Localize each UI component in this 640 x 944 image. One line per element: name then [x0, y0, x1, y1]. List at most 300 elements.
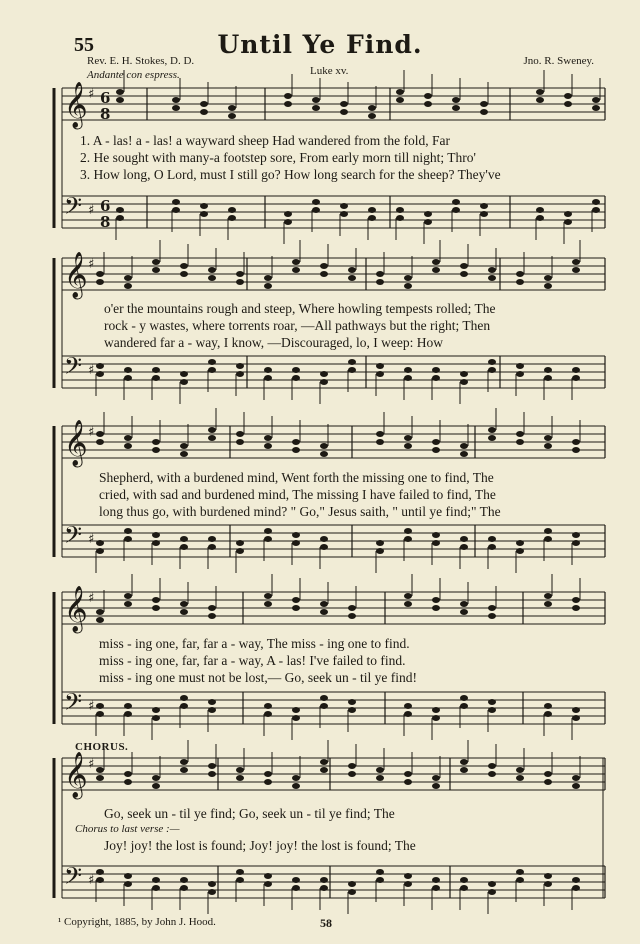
- notehead: [516, 775, 524, 781]
- notehead: [396, 215, 404, 221]
- notehead: [292, 597, 300, 603]
- notehead: [116, 97, 124, 103]
- notehead: [572, 775, 580, 781]
- notehead: [544, 873, 552, 879]
- lyric-line: rock - y wastes, where torrents roar, —All pathways but the right; Then: [104, 318, 491, 333]
- bass-clef: 𝄢: [64, 862, 83, 895]
- notehead: [208, 275, 216, 281]
- key-signature-sharp: ♯: [88, 363, 95, 378]
- notehead: [460, 443, 468, 449]
- notehead: [544, 536, 552, 542]
- notehead: [572, 375, 580, 381]
- notehead: [124, 435, 132, 441]
- lyric-line: Go, seek un - til ye find; Go, seek un - til ye find; The: [104, 806, 395, 821]
- notehead: [236, 775, 244, 781]
- notehead: [488, 771, 496, 777]
- notehead: [320, 703, 328, 709]
- notehead: [564, 101, 572, 107]
- notehead: [488, 427, 496, 433]
- notehead: [284, 219, 292, 225]
- notehead: [460, 767, 468, 773]
- notehead: [572, 267, 580, 273]
- notehead: [152, 877, 160, 883]
- notehead: [544, 435, 552, 441]
- notehead: [488, 881, 496, 887]
- notehead: [544, 528, 552, 534]
- composer-credit: Jno. R. Sweney.: [523, 55, 594, 67]
- notehead: [516, 431, 524, 437]
- notehead: [544, 881, 552, 887]
- notehead: [312, 97, 320, 103]
- notehead: [488, 544, 496, 550]
- notehead: [368, 207, 376, 213]
- notehead: [264, 275, 272, 281]
- notehead: [376, 279, 384, 285]
- notehead: [368, 105, 376, 111]
- notehead: [396, 89, 404, 95]
- notehead: [152, 447, 160, 453]
- notehead: [292, 540, 300, 546]
- notehead: [180, 877, 188, 883]
- notehead: [424, 219, 432, 225]
- notehead: [236, 869, 244, 875]
- notehead: [432, 447, 440, 453]
- notehead: [516, 271, 524, 277]
- notehead: [544, 779, 552, 785]
- notehead: [544, 703, 552, 709]
- notehead: [200, 101, 208, 107]
- treble-clef: 𝄞: [64, 752, 88, 798]
- notehead: [480, 203, 488, 209]
- notehead: [180, 443, 188, 449]
- notehead: [480, 109, 488, 115]
- notehead: [180, 536, 188, 542]
- notehead: [312, 105, 320, 111]
- notehead: [572, 885, 580, 891]
- notehead: [348, 707, 356, 713]
- notehead: [180, 703, 188, 709]
- notehead: [96, 548, 104, 554]
- hymn-number: 55: [74, 34, 94, 56]
- notehead: [544, 275, 552, 281]
- notehead: [348, 771, 356, 777]
- notehead: [264, 703, 272, 709]
- notehead: [564, 219, 572, 225]
- notehead: [348, 881, 356, 887]
- notehead: [152, 885, 160, 891]
- notehead: [348, 699, 356, 705]
- notehead: [124, 375, 132, 381]
- lyric-line: 3. How long, O Lord, must I still go? How long search for the sheep? They've: [80, 167, 501, 182]
- key-signature-sharp: ♯: [88, 87, 95, 102]
- notehead: [320, 767, 328, 773]
- notehead: [264, 283, 272, 289]
- notehead: [152, 532, 160, 538]
- notehead: [320, 877, 328, 883]
- notehead: [208, 544, 216, 550]
- notehead: [200, 109, 208, 115]
- notehead: [228, 207, 236, 213]
- notehead: [376, 869, 384, 875]
- notehead: [180, 371, 188, 377]
- notehead: [404, 771, 412, 777]
- key-signature-sharp: ♯: [88, 699, 95, 714]
- chorus-note: Chorus to last verse :—: [75, 823, 180, 835]
- notehead: [96, 431, 104, 437]
- notehead: [488, 613, 496, 619]
- notehead: [396, 207, 404, 213]
- notehead: [452, 97, 460, 103]
- notehead: [432, 597, 440, 603]
- notehead: [460, 379, 468, 385]
- notehead: [544, 367, 552, 373]
- notehead: [292, 532, 300, 538]
- notehead: [236, 279, 244, 285]
- notehead: [340, 109, 348, 115]
- notehead: [424, 101, 432, 107]
- notehead: [404, 536, 412, 542]
- notehead: [432, 783, 440, 789]
- notehead: [320, 601, 328, 607]
- notehead: [404, 711, 412, 717]
- lyric-line: miss - ing one must not be lost,— Go, seek un - til ye find!: [99, 670, 417, 685]
- notehead: [208, 367, 216, 373]
- notehead: [460, 271, 468, 277]
- notehead: [152, 707, 160, 713]
- notehead: [536, 97, 544, 103]
- notehead: [208, 707, 216, 713]
- treble-clef: 𝄞: [64, 586, 88, 632]
- notehead: [236, 431, 244, 437]
- notehead: [320, 759, 328, 765]
- notehead: [292, 447, 300, 453]
- notehead: [152, 375, 160, 381]
- notehead: [180, 544, 188, 550]
- notehead: [292, 367, 300, 373]
- notehead: [376, 548, 384, 554]
- time-signature: 8: [100, 213, 111, 231]
- notehead: [292, 877, 300, 883]
- treble-clef: 𝄞: [64, 82, 88, 128]
- notehead: [264, 779, 272, 785]
- notehead: [572, 707, 580, 713]
- key-signature-sharp: ♯: [88, 757, 95, 772]
- notehead: [208, 613, 216, 619]
- notehead: [376, 540, 384, 546]
- notehead: [572, 715, 580, 721]
- notehead: [284, 101, 292, 107]
- notehead: [320, 544, 328, 550]
- notehead: [264, 881, 272, 887]
- notehead: [592, 105, 600, 111]
- notehead: [320, 379, 328, 385]
- notehead: [572, 783, 580, 789]
- notehead: [516, 869, 524, 875]
- notehead: [264, 443, 272, 449]
- bass-clef: 𝄢: [64, 521, 83, 554]
- notehead: [536, 89, 544, 95]
- notehead: [172, 199, 180, 205]
- notehead: [208, 881, 216, 887]
- bass-clef: 𝄢: [64, 192, 83, 225]
- notehead: [152, 540, 160, 546]
- notehead: [96, 711, 104, 717]
- lyric-line: long thus go, with burdened mind? " Go," Jesus saith, " until ye find;" The: [99, 504, 501, 519]
- notehead: [264, 601, 272, 607]
- notehead: [124, 703, 132, 709]
- treble-clef: 𝄞: [64, 420, 88, 466]
- notehead: [544, 771, 552, 777]
- notehead: [320, 263, 328, 269]
- notehead: [200, 203, 208, 209]
- notehead: [572, 439, 580, 445]
- notehead: [124, 283, 132, 289]
- notehead: [592, 199, 600, 205]
- notehead: [340, 211, 348, 217]
- notehead: [340, 101, 348, 107]
- notehead: [544, 601, 552, 607]
- notehead: [152, 775, 160, 781]
- notehead: [284, 93, 292, 99]
- notehead: [312, 199, 320, 205]
- key-signature-sharp: ♯: [88, 425, 95, 440]
- notehead: [544, 283, 552, 289]
- notehead: [488, 889, 496, 895]
- notehead: [432, 367, 440, 373]
- notehead: [124, 275, 132, 281]
- notehead: [96, 869, 104, 875]
- notehead: [376, 431, 384, 437]
- notehead: [488, 605, 496, 611]
- notehead: [432, 707, 440, 713]
- notehead: [124, 771, 132, 777]
- notehead: [404, 375, 412, 381]
- notehead: [488, 699, 496, 705]
- notehead: [264, 536, 272, 542]
- notehead: [124, 881, 132, 887]
- notehead: [592, 207, 600, 213]
- notehead: [152, 783, 160, 789]
- notehead: [544, 443, 552, 449]
- notehead: [348, 359, 356, 365]
- notehead: [320, 451, 328, 457]
- notehead: [488, 359, 496, 365]
- lyric-line: Joy! joy! the lost is found; Joy! joy! the lost is found; The: [104, 838, 416, 853]
- notehead: [572, 605, 580, 611]
- notehead: [488, 275, 496, 281]
- key-signature-sharp: ♯: [88, 203, 95, 218]
- notehead: [264, 375, 272, 381]
- notehead: [124, 873, 132, 879]
- hymn-title: Until Ye Find.: [217, 30, 423, 59]
- notehead: [292, 259, 300, 265]
- notehead: [460, 885, 468, 891]
- notehead: [516, 548, 524, 554]
- notehead: [572, 877, 580, 883]
- notehead: [116, 207, 124, 213]
- notehead: [376, 767, 384, 773]
- notehead: [320, 695, 328, 701]
- notehead: [432, 540, 440, 546]
- notehead: [124, 601, 132, 607]
- notehead: [228, 105, 236, 111]
- notehead: [236, 271, 244, 277]
- notehead: [208, 889, 216, 895]
- notehead: [376, 363, 384, 369]
- notehead: [124, 593, 132, 599]
- notehead: [180, 271, 188, 277]
- lyric-line: 1. A - las! a - las! a wayward sheep Had wandered from the fold, Far: [80, 133, 450, 148]
- notehead: [152, 267, 160, 273]
- lyric-line: wandered far a - way, I know, —Discouraged, lo, I weep: How: [104, 335, 444, 350]
- notehead: [452, 199, 460, 205]
- notehead: [180, 759, 188, 765]
- notehead: [236, 767, 244, 773]
- copyright-notice: ¹ Copyright, 1885, by John J. Hood.: [58, 916, 216, 928]
- notehead: [432, 775, 440, 781]
- notehead: [264, 593, 272, 599]
- notehead: [116, 215, 124, 221]
- notehead: [460, 371, 468, 377]
- notehead: [180, 609, 188, 615]
- notehead: [460, 536, 468, 542]
- notehead: [572, 259, 580, 265]
- notehead: [432, 439, 440, 445]
- notehead: [572, 447, 580, 453]
- notehead: [516, 877, 524, 883]
- notehead: [208, 435, 216, 441]
- notehead: [404, 367, 412, 373]
- notehead: [320, 371, 328, 377]
- notehead: [208, 699, 216, 705]
- notehead: [292, 707, 300, 713]
- notehead: [236, 363, 244, 369]
- notehead: [460, 759, 468, 765]
- notehead: [228, 215, 236, 221]
- notehead: [264, 435, 272, 441]
- notehead: [124, 443, 132, 449]
- notehead: [460, 601, 468, 607]
- key-signature-sharp: ♯: [88, 591, 95, 606]
- notehead: [312, 207, 320, 213]
- notehead: [460, 544, 468, 550]
- notehead: [200, 211, 208, 217]
- notehead: [368, 113, 376, 119]
- notehead: [432, 532, 440, 538]
- notehead: [404, 275, 412, 281]
- notehead: [96, 363, 104, 369]
- notehead: [516, 371, 524, 377]
- notehead: [488, 267, 496, 273]
- author-credit: Rev. E. H. Stokes, D. D.: [87, 55, 195, 67]
- notehead: [292, 375, 300, 381]
- notehead: [564, 211, 572, 217]
- notehead: [404, 881, 412, 887]
- notehead: [320, 536, 328, 542]
- page-number: 58: [320, 916, 332, 930]
- notehead: [348, 267, 356, 273]
- notehead: [152, 605, 160, 611]
- tempo-marking: Andante con espress.: [87, 69, 180, 81]
- notehead: [544, 375, 552, 381]
- notehead: [460, 877, 468, 883]
- time-signature: 6: [100, 89, 111, 107]
- notehead: [488, 763, 496, 769]
- notehead: [432, 259, 440, 265]
- chorus-label: CHORUS.: [75, 741, 129, 753]
- notehead: [180, 885, 188, 891]
- notehead: [368, 215, 376, 221]
- lyric-line: miss - ing one, far, far a - way, A - las! I've failed to find.: [99, 653, 406, 668]
- notehead: [180, 379, 188, 385]
- notehead: [180, 451, 188, 457]
- notehead: [320, 271, 328, 277]
- notehead: [292, 715, 300, 721]
- notehead: [404, 873, 412, 879]
- notehead: [264, 528, 272, 534]
- notehead: [516, 767, 524, 773]
- notehead: [404, 435, 412, 441]
- notehead: [340, 203, 348, 209]
- notehead: [460, 703, 468, 709]
- notehead: [116, 89, 124, 95]
- notehead: [208, 605, 216, 611]
- notehead: [208, 771, 216, 777]
- notehead: [432, 885, 440, 891]
- notehead: [180, 263, 188, 269]
- notehead: [536, 215, 544, 221]
- lyric-line: 2. He sought with many-a footstep sore, From early morn till night; Thro': [80, 150, 476, 165]
- notehead: [96, 617, 104, 623]
- notehead: [124, 367, 132, 373]
- notehead: [348, 889, 356, 895]
- notehead: [264, 771, 272, 777]
- notehead: [452, 105, 460, 111]
- notehead: [432, 715, 440, 721]
- notehead: [544, 593, 552, 599]
- lyric-line: Shepherd, with a burdened mind, Went forth the missing one to find, The: [99, 470, 494, 485]
- notehead: [404, 779, 412, 785]
- notehead: [376, 877, 384, 883]
- notehead: [152, 259, 160, 265]
- notehead: [96, 775, 104, 781]
- scripture-reference: Luke xv.: [310, 65, 349, 77]
- notehead: [516, 363, 524, 369]
- notehead: [172, 97, 180, 103]
- notehead: [348, 763, 356, 769]
- notehead: [396, 97, 404, 103]
- bass-clef: 𝄢: [64, 352, 83, 385]
- notehead: [452, 207, 460, 213]
- notehead: [488, 435, 496, 441]
- notehead: [96, 540, 104, 546]
- time-signature: 8: [100, 105, 111, 123]
- notehead: [264, 367, 272, 373]
- notehead: [572, 540, 580, 546]
- notehead: [180, 601, 188, 607]
- notehead: [432, 877, 440, 883]
- notehead: [572, 597, 580, 603]
- notehead: [292, 605, 300, 611]
- notehead: [172, 207, 180, 213]
- notehead: [376, 271, 384, 277]
- notehead: [292, 783, 300, 789]
- notehead: [516, 540, 524, 546]
- notehead: [432, 375, 440, 381]
- notehead: [404, 443, 412, 449]
- notehead: [348, 605, 356, 611]
- notehead: [320, 885, 328, 891]
